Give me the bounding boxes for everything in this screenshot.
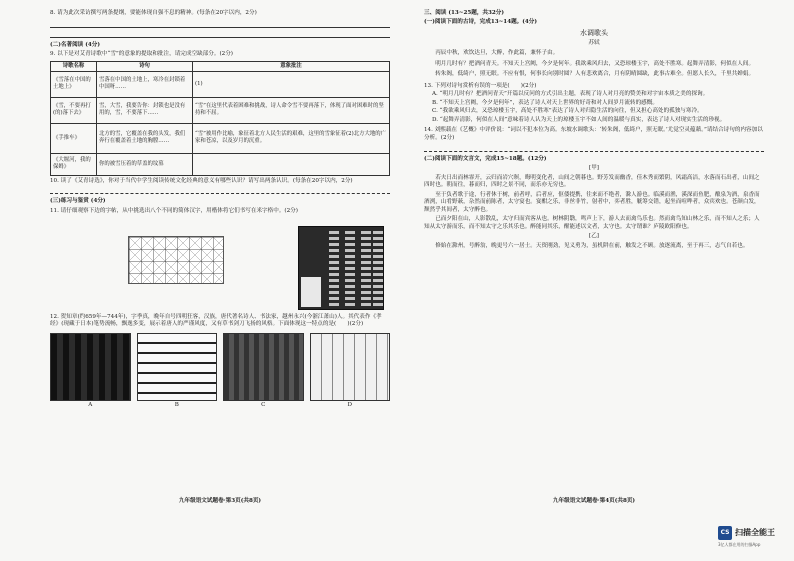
calligraphy-image bbox=[50, 333, 131, 401]
watermark-sub: 3亿人都在用的扫描App bbox=[718, 542, 761, 547]
section-heading: 三、阅读 (13~25题，共32分) bbox=[424, 10, 505, 16]
watermark-name: 扫描全能王 bbox=[735, 527, 775, 537]
poem-annotation-table bbox=[50, 61, 390, 176]
passage-paragraph: 修始在滁州，号醉翁，晚更号六一居士。天资刚劲，见义勇为，虽机阱在前，触发之不顾。放逐流离，至于再三，志气自若也。 bbox=[435, 243, 749, 250]
passage-label: [甲] bbox=[589, 165, 599, 172]
left-page bbox=[50, 8, 390, 561]
answer-line[interactable] bbox=[50, 185, 390, 194]
scanner-watermark bbox=[718, 526, 775, 547]
calligraphy-image bbox=[310, 333, 391, 401]
option-b[interactable]: B. “不知天上宫阙，今夕是何年”，表达了诗人对天上世界的好奇和对人间岁月流转的感慨。 bbox=[432, 99, 658, 106]
calligraphy-image bbox=[223, 333, 304, 401]
poem-preface: 丙辰中秋，欢饮达旦，大醉，作此篇，兼怀子由。 bbox=[435, 50, 559, 57]
option-a[interactable]: A bbox=[50, 333, 131, 409]
mi-grid[interactable] bbox=[128, 236, 224, 284]
calligraphy-image bbox=[137, 333, 218, 401]
answer-line[interactable] bbox=[50, 19, 390, 28]
question-13: 13. 下列对诗句赏析有误的一项是( )(2分) bbox=[424, 82, 537, 89]
poem-body bbox=[424, 50, 764, 79]
question-12: 12. 贺知章(约659年—744年)，字季真，晚年自号四明狂客，汉族，唐代著名诗人、书法家，越州永兴(今浙江萧山)人。其代表作《孝经》(现藏于日本)笔势流畅，飘逸多变，展示着唐人的严谨风度，又有草书剑刀飞扬的风格。下面体现这一特点的是( )(2分) bbox=[50, 313, 382, 328]
calligraphy-image bbox=[298, 226, 384, 310]
option-c[interactable]: C. “我欲乘风归去，又恐琼楼玉宇，高处不胜寒”表达了诗人对归隐生活的向往，但又担心高处的孤独与寒冷。 bbox=[432, 108, 703, 115]
table-row bbox=[51, 153, 390, 175]
answer-line[interactable] bbox=[424, 143, 764, 152]
right-page bbox=[424, 8, 764, 561]
question-14: 14. 刘熙载在《艺概》中评价说：“词以不犯本位为高。东坡水调歌头：‘转朱阁，低绮户，照无眠。’尤觉空灵蕴藉。”请结合诗句的内容加以分析。(2分) bbox=[424, 127, 763, 141]
poem-verse: 雪落在中国的土地上，寒冷在封锁着中国呀…… bbox=[97, 71, 193, 97]
poem-verse: 你的被雪压着的草盖的坟墓 bbox=[97, 153, 193, 175]
poem-verse: 北方的雪，它覆盖在我的头发，我们奔行在覆盖着土地的胸膛…… bbox=[97, 123, 193, 153]
poem-name: 《大堰河，我的保姆》 bbox=[51, 153, 97, 175]
poem-note[interactable]: (1) bbox=[193, 71, 390, 97]
figure-row bbox=[50, 220, 390, 312]
poem-note bbox=[193, 153, 390, 175]
table-header: 诗句 bbox=[97, 61, 193, 71]
table-row bbox=[51, 123, 390, 153]
poem-name: 《雪，不要再打(的)落下去》 bbox=[51, 97, 97, 123]
passage-label: [乙] bbox=[589, 233, 599, 240]
table-row bbox=[51, 71, 390, 97]
question-8: 8. 请为此次采访撰写两条提纲，要能体现自强不息的精神。(每条在20字以内，2分) bbox=[50, 10, 257, 16]
passage-paragraph: 已而夕阳在山，人影散乱，太守归而宾客从也。树林阴翳，鸣声上下，游人去而禽鸟乐也。然而禽鸟知山林之乐，而不知人之乐；人知从太守游而乐，而不知太守之乐其乐也。醉能同其乐，醒能述以文者，太守也。太守谓谁？庐陵欧阳修也。 bbox=[424, 216, 760, 230]
poem-name: 《雪落在中国的土地上》 bbox=[51, 71, 97, 97]
section-heading: (二)名著阅读 (4分) bbox=[50, 41, 100, 48]
poem-note: “雪”在这里代表着困难和挑战，诗人命令雪不要再落下，体现了面对困难时的坚持和不屈。 bbox=[193, 97, 390, 123]
section-heading: (一)阅读下面的古诗，完成13~14题。(4分) bbox=[424, 18, 538, 25]
table-header: 诗歌名称 bbox=[51, 61, 97, 71]
question-11: 11. 请仔细观察下边的字帖，从中挑选出八个不同的简体汉字，用楷体将它们书写在米字格中。(2分) bbox=[50, 208, 298, 215]
calligraphy-options bbox=[50, 333, 390, 409]
passage-paragraph: 若夫日出而林霏开，云归而岩穴暝，晦明变化者，山间之朝暮也。野芳发而幽香，佳木秀而繁阴，风霜高洁，水落而石出者，山间之四时也。朝而往，暮而归，四时之景不同，而乐亦无穷也。 bbox=[424, 174, 760, 189]
poem-name: 《手推车》 bbox=[51, 123, 97, 153]
poem-author: 苏轼 bbox=[588, 39, 600, 46]
section-heading: (三)练习与鉴赏 (4分) bbox=[50, 198, 106, 205]
page-footer: 九年级语文试题卷·第3页(共8页) bbox=[178, 498, 262, 504]
poem-note[interactable]: “雪”被用作比喻，象征着北方人民生活的艰难，这里的雪象征着(2)北方大地的广家和苍凉，以及岁月的沉重。 bbox=[193, 123, 390, 153]
page-footer: 九年级语文试题卷·第4页(共8页) bbox=[552, 498, 636, 504]
section-heading: (二)阅读下面的文言文，完成15~18题。(12分) bbox=[424, 155, 547, 162]
question-9: 9. 以下是对艾青诗歌中“雪”的意象的提取和批注，请完成空缺部分。(2分) bbox=[50, 51, 233, 58]
question-10: 10. 读了《艾青诗选》，你对于当代中学生阅读传统文化经典的意义有哪些认识？请写出两条认识。(每条在20字以内，2分) bbox=[50, 177, 353, 184]
poem-line: 明月几时有？把酒问青天。不知天上宫阙，今夕是何年。我欲乘风归去，又恐琼楼玉宇，高处不胜寒。起舞弄清影，何似在人间。 bbox=[435, 60, 755, 67]
option-c[interactable]: C bbox=[223, 333, 304, 409]
option-a[interactable]: A. “明月几时有？把酒问青天”开篇以反问的方式引出主题，表现了诗人对月亮的赞美和对宇宙本质之美的探询。 bbox=[432, 91, 709, 98]
poem-line: 转朱阁，低绮户，照无眠。不应有恨，何事长向别时圆？人有悲欢离合，月有阴晴圆缺，此事古难全。但愿人长久，千里共婵娟。 bbox=[435, 71, 755, 78]
option-d[interactable]: D bbox=[310, 333, 391, 409]
answer-line[interactable] bbox=[50, 29, 390, 38]
option-d[interactable]: D. “起舞弄清影，何似在人间”意味着诗人认为天上的琼楼玉宇不如人间的温暖与真实，表达了诗人对现实生活的珍视。 bbox=[432, 116, 726, 123]
poem-verse: 雪，大雪，我要告你：封锁也是没有用的，雪，不要落下…… bbox=[97, 97, 193, 123]
table-header: 意象批注 bbox=[193, 61, 390, 71]
camscanner-icon: CS bbox=[718, 526, 732, 540]
poem-title: 水调歌头 bbox=[580, 29, 608, 38]
passage-paragraph: 至于负者歌于途，行者休于树，前者呼，后者应，伛偻提携，往来而不绝者，滁人游也。临溪而渔，溪深而鱼肥，酿泉为酒，泉香而酒洌，山肴野蔌，杂然而前陈者，太守宴也。宴酣之乐，非丝非竹，射者中，弈者胜，觥筹交错，起坐而喧哗者，众宾欢也。苍颜白发，颓然乎其间者，太守醉也。 bbox=[424, 191, 760, 213]
table-row bbox=[51, 97, 390, 123]
option-b[interactable]: B bbox=[137, 333, 218, 409]
